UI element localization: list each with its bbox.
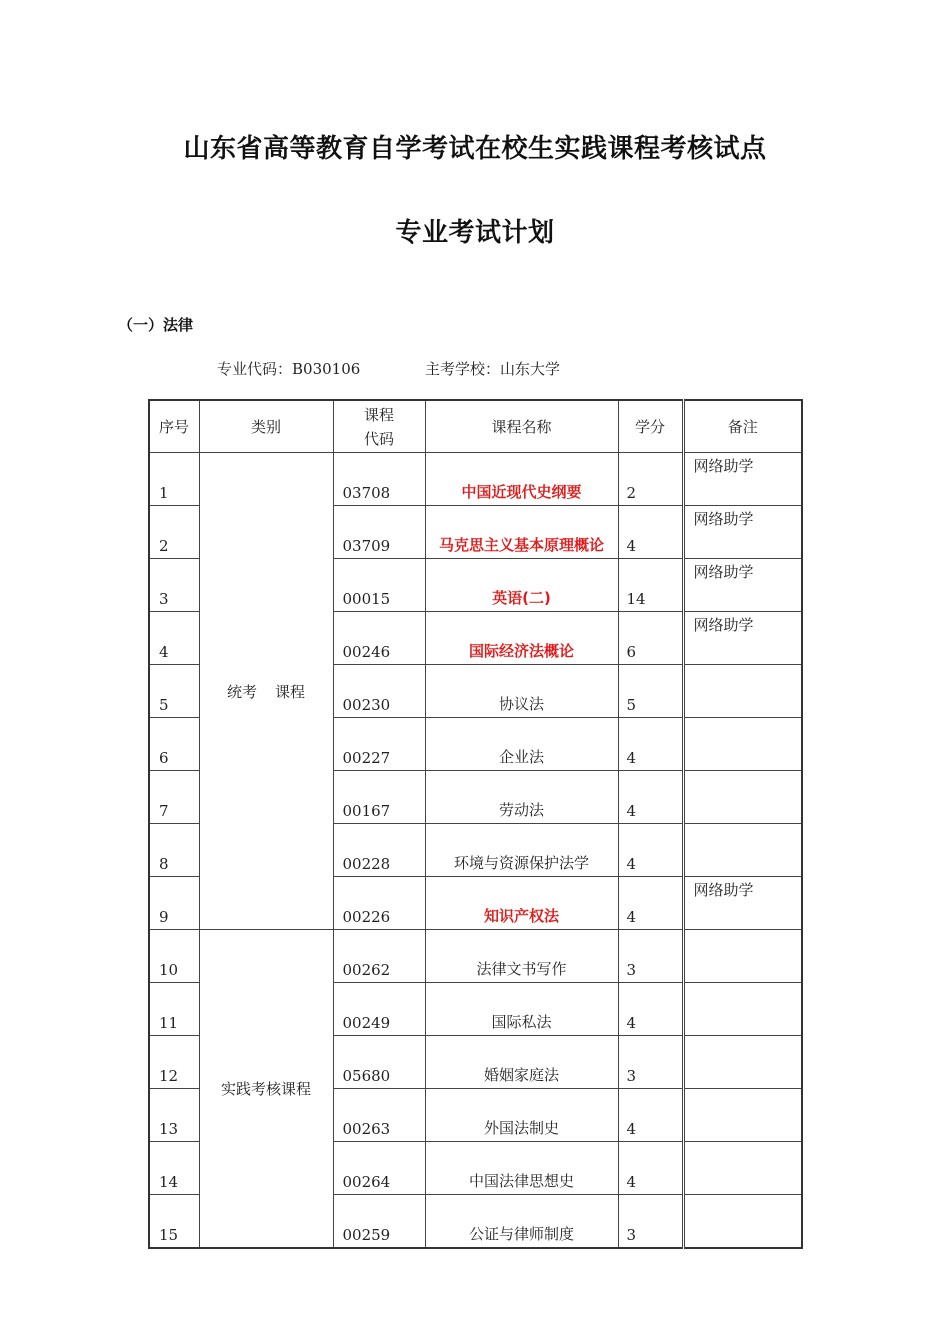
row-course-code: 03708 bbox=[333, 453, 425, 506]
row-seq: 14 bbox=[149, 1142, 199, 1195]
host-school: 主考学校：山东大学 bbox=[425, 360, 561, 378]
category-practice: 实践考核课程 bbox=[199, 930, 333, 1249]
row-course-name: 中国近现代史纲要 bbox=[425, 453, 618, 506]
row-course-code: 00015 bbox=[333, 559, 425, 612]
row-credit: 4 bbox=[618, 1089, 683, 1142]
row-course-name: 企业法 bbox=[425, 718, 618, 771]
row-credit: 4 bbox=[618, 824, 683, 877]
row-seq: 11 bbox=[149, 983, 199, 1036]
row-course-code: 00264 bbox=[333, 1142, 425, 1195]
row-credit: 4 bbox=[618, 771, 683, 824]
row-course-name: 知识产权法 bbox=[425, 877, 618, 930]
row-course-name: 婚姻家庭法 bbox=[425, 1036, 618, 1089]
row-seq: 7 bbox=[149, 771, 199, 824]
row-note: 网络助学 bbox=[683, 877, 802, 930]
header-seq: 序号 bbox=[149, 400, 199, 453]
header-category: 类别 bbox=[199, 400, 333, 453]
row-note bbox=[683, 1089, 802, 1142]
row-course-name: 国际私法 bbox=[425, 983, 618, 1036]
row-seq: 4 bbox=[149, 612, 199, 665]
row-credit: 3 bbox=[618, 1195, 683, 1249]
row-note bbox=[683, 771, 802, 824]
document-title-line2: 专业考试计划 bbox=[395, 218, 555, 248]
row-note bbox=[683, 718, 802, 771]
row-seq: 1 bbox=[149, 453, 199, 506]
row-credit: 4 bbox=[618, 1142, 683, 1195]
row-course-name: 英语(二) bbox=[425, 559, 618, 612]
major-code: 专业代码：B030106 bbox=[217, 360, 361, 378]
row-seq: 15 bbox=[149, 1195, 199, 1249]
row-course-code: 00230 bbox=[333, 665, 425, 718]
row-course-name: 协议法 bbox=[425, 665, 618, 718]
row-course-code: 00167 bbox=[333, 771, 425, 824]
row-course-name: 环境与资源保护法学 bbox=[425, 824, 618, 877]
row-course-name: 劳动法 bbox=[425, 771, 618, 824]
row-course-name: 外国法制史 bbox=[425, 1089, 618, 1142]
category-unified-part1: 统考 bbox=[226, 682, 257, 701]
section-heading: （一）法律 bbox=[118, 316, 194, 334]
exam-plan-table bbox=[148, 399, 803, 1249]
row-note bbox=[683, 665, 802, 718]
row-seq: 8 bbox=[149, 824, 199, 877]
row-seq: 12 bbox=[149, 1036, 199, 1089]
row-course-name: 马克思主义基本原理概论 bbox=[425, 506, 618, 559]
row-course-code: 00249 bbox=[333, 983, 425, 1036]
table-row bbox=[149, 453, 802, 506]
row-note: 网络助学 bbox=[683, 506, 802, 559]
row-seq: 13 bbox=[149, 1089, 199, 1142]
row-course-name: 公证与律师制度 bbox=[425, 1195, 618, 1249]
header-code bbox=[333, 400, 425, 453]
row-course-code: 03709 bbox=[333, 506, 425, 559]
row-credit: 14 bbox=[618, 559, 683, 612]
row-course-code: 00227 bbox=[333, 718, 425, 771]
category-unified bbox=[199, 453, 333, 930]
row-course-code: 00259 bbox=[333, 1195, 425, 1249]
row-note bbox=[683, 824, 802, 877]
header-code-line2: 代码 bbox=[363, 429, 394, 448]
header-note: 备注 bbox=[683, 400, 802, 453]
row-note: 网络助学 bbox=[683, 453, 802, 506]
row-course-code: 00226 bbox=[333, 877, 425, 930]
row-note bbox=[683, 1195, 802, 1249]
document-title-line1: 山东省高等教育自学考试在校生实践课程考核试点 bbox=[183, 134, 767, 164]
row-note bbox=[683, 1036, 802, 1089]
row-seq: 6 bbox=[149, 718, 199, 771]
row-course-code: 00246 bbox=[333, 612, 425, 665]
row-credit: 3 bbox=[618, 930, 683, 983]
row-course-code: 00228 bbox=[333, 824, 425, 877]
row-credit: 4 bbox=[618, 877, 683, 930]
row-credit: 3 bbox=[618, 1036, 683, 1089]
row-course-name: 中国法律思想史 bbox=[425, 1142, 618, 1195]
row-seq: 9 bbox=[149, 877, 199, 930]
row-credit: 5 bbox=[618, 665, 683, 718]
header-code-line1: 课程 bbox=[363, 405, 394, 424]
row-note: 网络助学 bbox=[683, 559, 802, 612]
row-seq: 2 bbox=[149, 506, 199, 559]
header-name: 课程名称 bbox=[425, 400, 618, 453]
category-unified-part2: 课程 bbox=[275, 682, 306, 701]
table-header-row bbox=[149, 400, 802, 453]
row-course-code: 00262 bbox=[333, 930, 425, 983]
row-course-code: 05680 bbox=[333, 1036, 425, 1089]
row-credit: 4 bbox=[618, 506, 683, 559]
row-note bbox=[683, 1142, 802, 1195]
row-course-name: 法律文书写作 bbox=[425, 930, 618, 983]
row-credit: 6 bbox=[618, 612, 683, 665]
row-course-code: 00263 bbox=[333, 1089, 425, 1142]
row-seq: 3 bbox=[149, 559, 199, 612]
table-row bbox=[149, 930, 802, 983]
row-credit: 4 bbox=[618, 983, 683, 1036]
row-course-name: 国际经济法概论 bbox=[425, 612, 618, 665]
row-note bbox=[683, 983, 802, 1036]
row-note bbox=[683, 930, 802, 983]
row-credit: 4 bbox=[618, 718, 683, 771]
row-credit: 2 bbox=[618, 453, 683, 506]
header-credit: 学分 bbox=[618, 400, 683, 453]
row-note: 网络助学 bbox=[683, 612, 802, 665]
row-seq: 10 bbox=[149, 930, 199, 983]
row-seq: 5 bbox=[149, 665, 199, 718]
